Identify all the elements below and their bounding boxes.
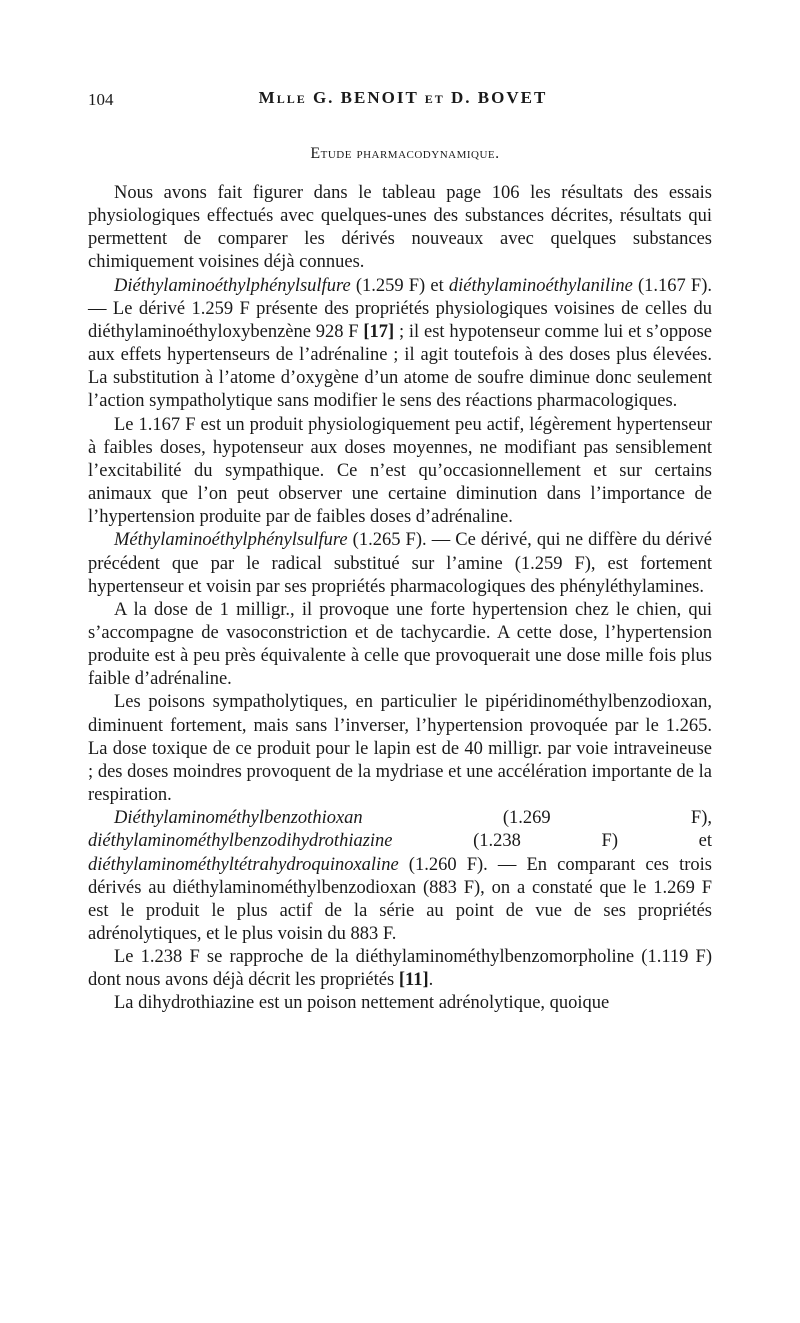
page-number: 104 bbox=[88, 90, 114, 109]
page-header bbox=[88, 90, 718, 116]
section-heading: Etude pharmacodynamique. bbox=[310, 145, 500, 162]
running-head: Mlle G. BENOIT et D. BOVET bbox=[258, 88, 548, 107]
reference-citation: [11] bbox=[398, 970, 429, 991]
paragraph: Méthylaminoéthylphénylsulfure (1.265 F). — Ce dérivé, qui ne diffère du dérivé précédent que par le radical substitué sur l’amine (1.259 F), est fortement hypertenseur et voisin par ses propriétés pharmacologiques des phényléthylamines. bbox=[88, 530, 712, 597]
compound-name: Diéthylaminoéthylphénylsulfure bbox=[114, 275, 351, 296]
paragraph: Le 1.167 F est un produit physiologiquement peu actif, légèrement hypertenseur à faibles doses, hypotenseur aux doses moyennes, ne modifiant pas sensiblement l’excitabilité du sympathique. Ce n’est qu’occasionnellement et sur certains animaux que l’on peut observer une certaine diminution dans l’importance de l’hypertension produite par de faibles doses d’adrénaline. bbox=[88, 414, 712, 528]
paragraph: Nous avons fait figurer dans le tableau page 106 les résultats des essais physiologiques effectués avec quelques-unes des substances décrites, résultats qui permettent de comparer les dérivés nouveaux avec quelques substances chimiquement voisines déjà connues. bbox=[88, 183, 712, 273]
paragraph: Diéthylaminoéthylphénylsulfure (1.259 F) et diéthylaminoéthylaniline (1.167 F). — Le dérivé 1.259 F présente des propriétés physiologiques voisines de celles du diéthylaminoéthyloxybenzène 928 F [17] ; il est hypotenseur comme lui et s’oppose aux effets hypertenseurs de l’adrénaline ; il agit toutefois à des doses plus élevées. La substitution à l’atome d’oxygène d’un atome de soufre diminue donc seulement l’action sympatholytique sans modifier le sens des réactions pharmacologiques. bbox=[88, 275, 713, 412]
compound-name: diéthylaminoéthylaniline bbox=[448, 275, 633, 296]
paragraph: Diéthylaminométhylbenzothioxan (1.269 F), diéthylaminométhylbenzodihydrothiazine (1.238 F) et diéthylaminométhyltétrahydroquinoxaline (1.260 F). — En comparant ces trois dérivés au diéthylaminométhylbenzodioxan (883 F), on a constaté que le 1.269 F est le produit le plus actif de la série au point de vue de ses propriétés adrénolytiques, et le plus voisin du 883 F. bbox=[88, 808, 712, 944]
compound-name: Méthylaminoéthylphénylsulfure bbox=[114, 530, 348, 551]
body-text bbox=[88, 182, 712, 1016]
compound-name: diéthylaminométhyltétrahydroquinoxaline bbox=[88, 854, 399, 875]
reference-citation: [17] bbox=[363, 321, 395, 342]
compound-name: Diéthylaminométhylbenzothioxan bbox=[114, 808, 363, 829]
paragraph: Le 1.238 F se rapproche de la diéthylaminométhylbenzomorpholine (1.119 F) dont nous avons déjà décrit les propriétés [11]. bbox=[88, 947, 712, 991]
paragraph: A la dose de 1 milligr., il provoque une forte hypertension chez le chien, qui s’accompagne de vasoconstriction et de tachycardie. A cette dose, l’hypertension produite est à peu près équivalente à celle que provoquerait une dose mille fois plus faible d’adrénaline. bbox=[88, 599, 712, 690]
paragraph: La dihydrothiazine est un poison nettement adrénolytique, quoique bbox=[114, 993, 610, 1014]
compound-name: diéthylaminométhylbenzodihydrothiazine bbox=[88, 831, 393, 852]
paragraph: Les poisons sympatholytiques, en particulier le pipéridinométhylbenzodioxan, diminuent fortement, mais sans l’inverser, l’hypertension provoquée par le 1.265. La dose toxique de ce produit pour le lapin est de 40 milligr. par voie intraveineuse ; des doses moindres provoquent de la mydriase et une accélération importante de la respiration. bbox=[88, 692, 712, 806]
